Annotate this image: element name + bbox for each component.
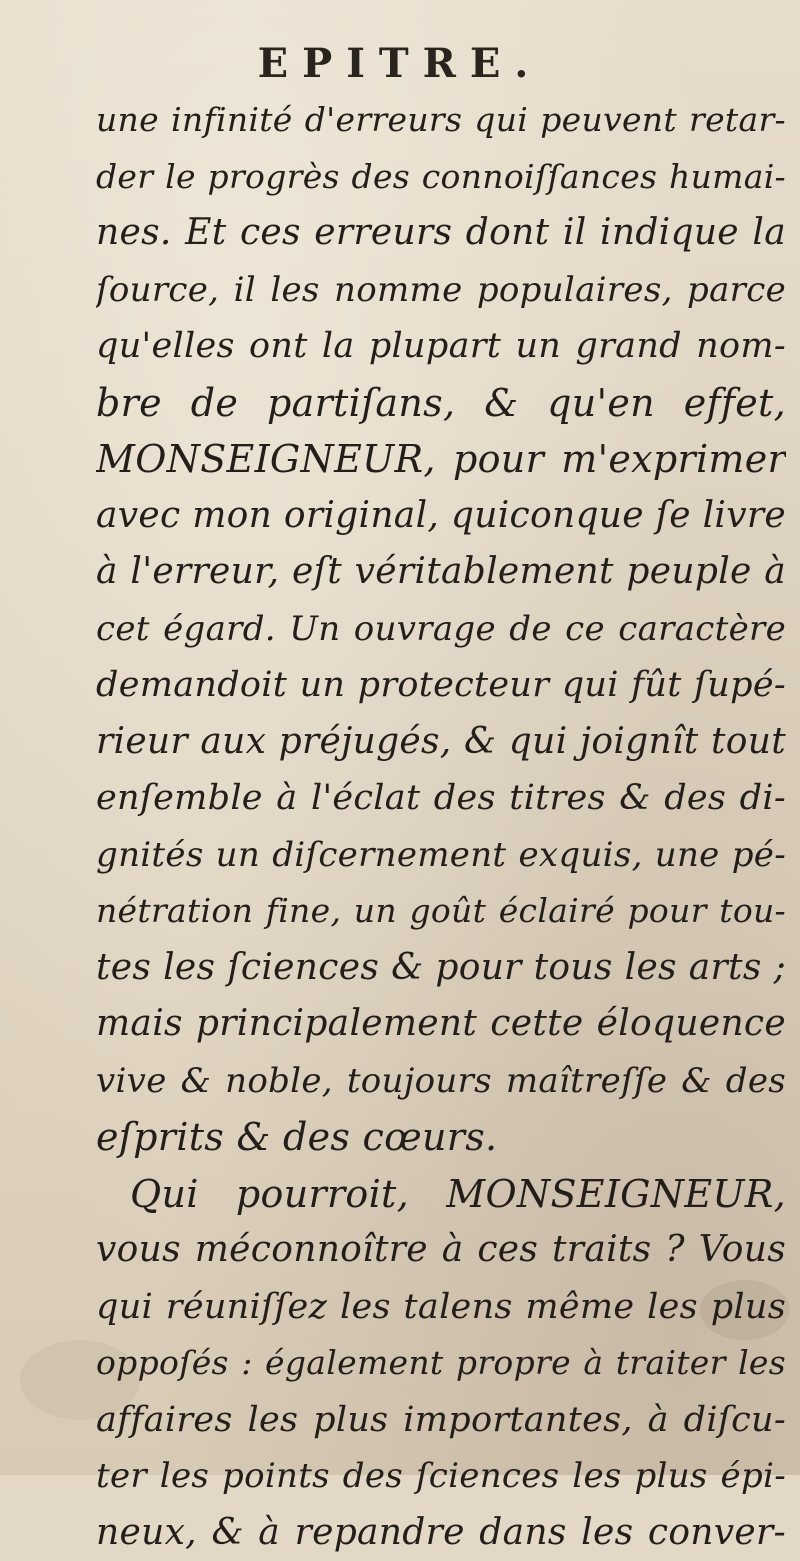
text-line: demandoit un protecteur qui fût ſupé- <box>96 657 786 714</box>
text-line: une infinité d'erreurs qui peuvent retar- <box>96 92 786 149</box>
text-line: MONSEIGNEUR, pour m'exprimer <box>96 431 786 488</box>
text-line: gnités un diſcernement exquis, une pé- <box>96 827 786 884</box>
text-line: qui réuniſſez les talens même les plus <box>96 1279 786 1336</box>
text-line: qu'elles ont la plupart un grand nom- <box>96 318 786 375</box>
text-line: vous méconnoître à ces traits ? Vous <box>96 1222 786 1279</box>
text-line: neux, & à repandre dans les conver- <box>96 1505 786 1561</box>
text-line: bre de partiſans, & qu'en effet, <box>96 375 786 432</box>
text-line: eſprits & des cœurs. <box>96 1109 786 1166</box>
text-line: cet égard. Un ouvrage de ce caractère <box>96 601 786 658</box>
text-line: affaires les plus importantes, à diſcu- <box>96 1392 786 1449</box>
text-line: mais principalement cette éloquence <box>96 996 786 1053</box>
text-line: vive & noble, toujours maîtreſſe & des <box>96 1053 786 1110</box>
text-line: oppoſés : également propre à traiter les <box>96 1335 786 1392</box>
text-line: Qui pourroit, MONSEIGNEUR, <box>96 1166 786 1223</box>
body-text <box>96 92 786 1561</box>
text-line: tes les ſciences & pour tous les arts ; <box>96 940 786 997</box>
text-line: rieur aux préjugés, & qui joignît tout <box>96 714 786 771</box>
text-line: à l'erreur, eſt véritablement peuple à <box>96 544 786 601</box>
text-line: enſemble à l'éclat des titres & des di- <box>96 770 786 827</box>
text-line: nes. Et ces erreurs dont il indique la <box>96 205 786 262</box>
text-line: avec mon original, quiconque ſe livre <box>96 488 786 545</box>
text-line: ter les points des ſciences les plus épi- <box>96 1448 786 1505</box>
text-line: der le progrès des connoiſſances humai- <box>96 149 786 206</box>
text-line: ſource, il les nomme populaires, parce <box>96 262 786 319</box>
text-line: nétration fine, un goût éclairé pour tou- <box>96 883 786 940</box>
running-head: EPITRE. <box>0 40 800 87</box>
